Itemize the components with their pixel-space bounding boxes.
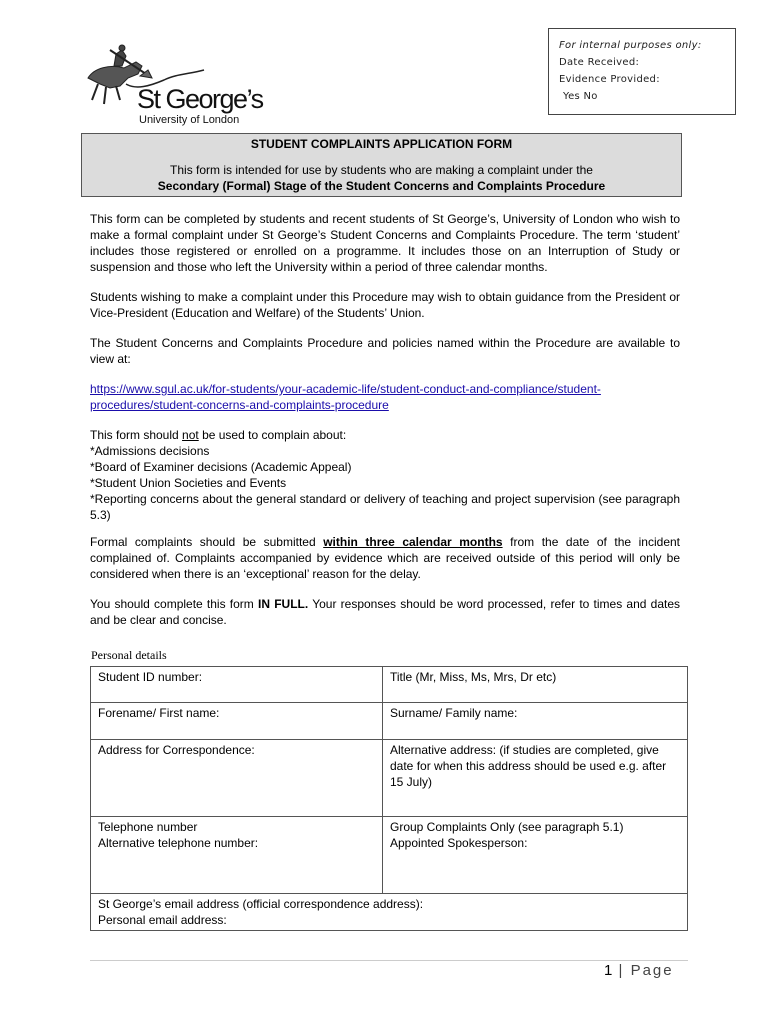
alternative-address-field[interactable]: Alternative address: (if studies are completed, give date for when this address should be used e.g. after 15 July) (383, 740, 688, 817)
personal-details-table (90, 666, 688, 931)
procedure-link[interactable]: https://www.sgul.ac.uk/for-students/your-academic-life/student-conduct-and-compliance/student-procedures/student-concerns-and-complaints-procedure (90, 382, 601, 412)
form-stage: Secondary (Formal) Stage of the Student Concerns and Complaints Procedure (157, 179, 606, 193)
surname-field[interactable]: Surname/ Family name: (383, 703, 688, 740)
internal-title: For internal purposes only: (559, 40, 702, 51)
logo-subtitle: University of London (139, 114, 240, 126)
deadline-emphasis: within three calendar months (323, 535, 503, 549)
exclusion-item: *Board of Examiner decisions (Academic Appeal) (90, 460, 352, 474)
title-field[interactable]: Title (Mr, Miss, Ms, Mrs, Dr etc) (383, 667, 688, 703)
internal-purposes-box (548, 28, 736, 115)
form-title-box (81, 133, 682, 197)
page-number: 1 (604, 962, 613, 979)
paragraph-complete-in-full: You should complete this form IN FULL. Your responses should be word processed, refer to times and dates and be clear and concise. (90, 597, 681, 627)
paragraph-guidance: Students wishing to make a complaint under this Procedure may wish to obtain guidance from the President or Vice-President (Education and Welfare) of the Students’ Union. (90, 290, 680, 320)
page-footer (604, 962, 674, 979)
form-intro: This form is intended for use by students who are making a complaint under the (170, 163, 593, 177)
paragraph-eligibility: This form can be completed by students and recent students of St George’s, University of London who wish to make a formal complaint under St George’s Student Concerns and Complaints Procedure. The term ‘student’ includes those registered or enrolled on a programme. It includes those on an Interruption of Study or suspension and those who left the University within a period of three calendar months. (90, 212, 680, 274)
exclusions-section (90, 427, 680, 523)
in-full-emphasis: IN FULL. (258, 597, 309, 611)
exclusion-item: *Admissions decisions (90, 444, 210, 458)
paragraph-procedure: The Student Concerns and Complaints Procedure and policies named within the Procedure are available to view at: (90, 336, 680, 366)
exclusion-item: *Student Union Societies and Events (90, 476, 287, 490)
address-field[interactable]: Address for Correspondence: (91, 740, 383, 817)
exclusions-intro: This form should not be used to complain about: (90, 428, 347, 442)
paragraph-deadline: Formal complaints should be submitted within three calendar months from the date of the incident complained of. Complaints accompanied by evidence which are received outside of this period will only be considered when there is an ‘exceptional’ reason for the delay. (90, 535, 680, 581)
group-complaint-field[interactable]: Group Complaints Only (see paragraph 5.1) Appointed Spokesperson: (383, 817, 688, 894)
yes-no-label: Yes No (563, 91, 598, 102)
telephone-field[interactable]: Telephone number Alternative telephone number: (91, 817, 383, 894)
personal-details-label: Personal details (91, 648, 167, 662)
evidence-provided-label: Evidence Provided: (559, 74, 660, 85)
forename-field[interactable]: Forename/ First name: (91, 703, 383, 740)
student-id-field[interactable]: Student ID number: (91, 667, 383, 703)
logo-name: St George’s (137, 84, 263, 114)
page-word: | Page (618, 962, 674, 979)
exclusion-item: *Reporting concerns about the general standard or delivery of teaching and project supervision (see paragraph 5.3) (90, 492, 680, 522)
footer-divider (90, 960, 688, 961)
procedure-link-wrap (90, 381, 680, 413)
not-emphasis: not (182, 428, 199, 442)
form-title: STUDENT COMPLAINTS APPLICATION FORM (250, 137, 513, 151)
date-received-label: Date Received: (559, 57, 640, 68)
email-field[interactable]: St George’s email address (official correspondence address): Personal email address: (91, 894, 688, 931)
